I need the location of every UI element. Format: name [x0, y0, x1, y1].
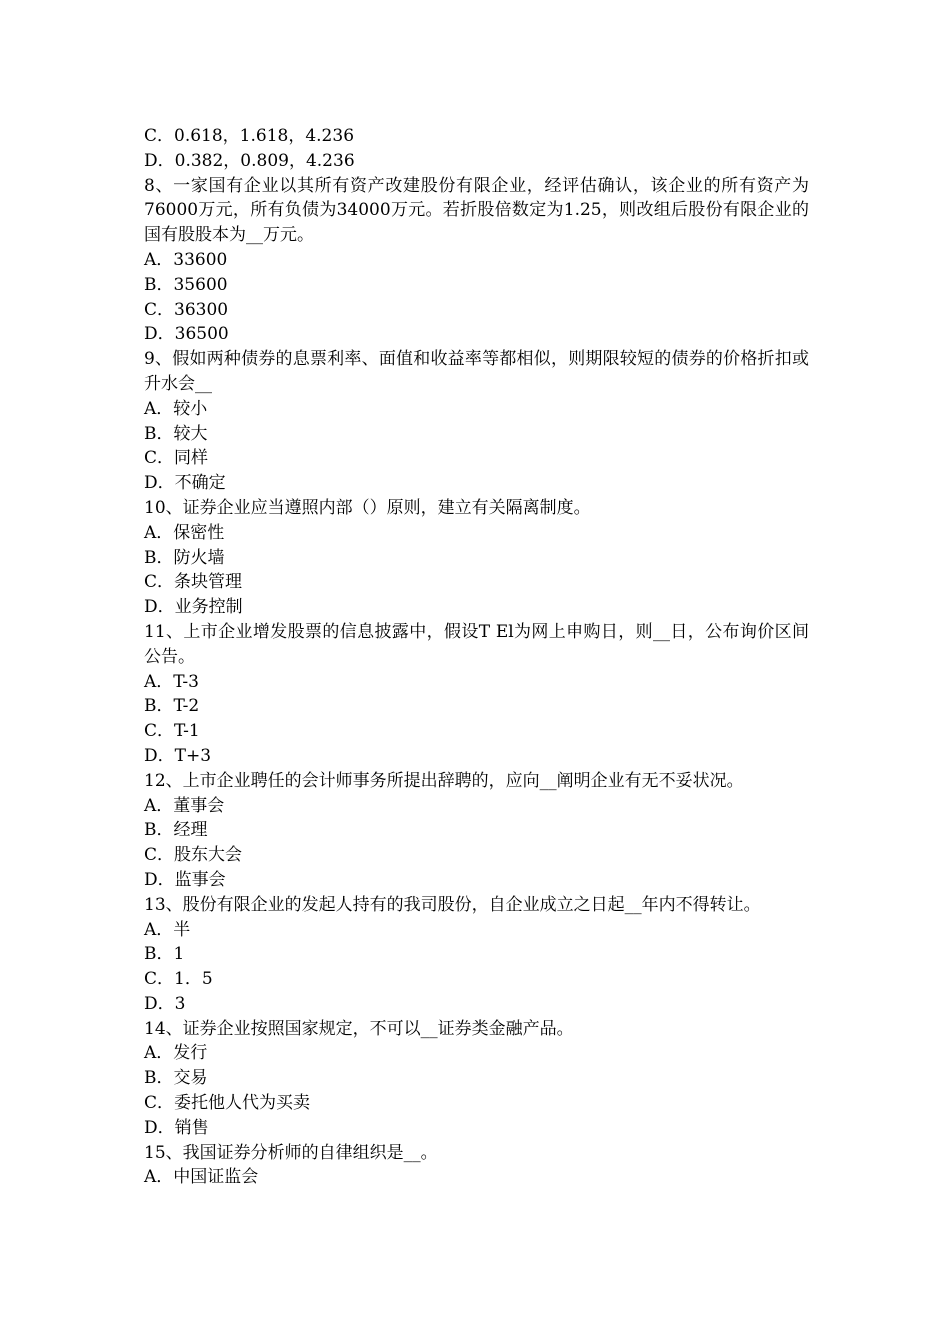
option-line: B．防火墙: [144, 547, 225, 568]
option-line: B．35600: [144, 274, 228, 295]
option-line: C．36300: [144, 299, 229, 320]
option-line: A．较小: [144, 398, 208, 419]
option-line: B．T-2: [144, 696, 200, 717]
question-text: 15、我国证券分析师的自律组织是__。: [144, 1142, 438, 1163]
question-text: 9、假如两种债券的息票利率、面值和收益率等都相似，则期限较短的债券的价格折扣或升水会__: [144, 349, 809, 394]
question-text: 14、证券企业按照国家规定，不可以__证券类金融产品。: [144, 1018, 574, 1039]
question-text: 11、上市企业增发股票的信息披露中，假设T El为网上申购日，则__日，公布询价区间公告。: [144, 621, 809, 667]
option-line: D．36500: [144, 324, 229, 345]
page-body: [144, 124, 809, 1190]
option-line: D．监事会: [144, 869, 226, 890]
option-line: A．中国证监会: [144, 1167, 259, 1188]
question-text: 13、股份有限企业的发起人持有的我司股份，自企业成立之日起__年内不得转让。: [144, 894, 761, 915]
option-line: C．0.618，1.618，4.236: [144, 126, 355, 146]
option-line: A．半: [144, 919, 191, 940]
question-text: 8、一家国有企业以其所有资产改建股份有限企业，经评估确认，该企业的所有资产为76000万元，所有负债为34000万元。若折股倍数定为1.25，则改组后股份有限企业的国有股股本为__万元。: [144, 175, 809, 246]
option-line: D．业务控制: [144, 597, 243, 618]
option-line: D．3: [144, 993, 186, 1014]
question-text: 10、证券企业应当遵照内部（）原则，建立有关隔离制度。: [144, 497, 591, 518]
option-line: C．股东大会: [144, 845, 243, 866]
option-line: A．保密性: [144, 522, 225, 543]
question-text: 12、上市企业聘任的会计师事务所提出辞聘的，应向__阐明企业有无不妥状况。: [144, 770, 744, 791]
option-line: B．经理: [144, 820, 208, 841]
option-line: C．委托他人代为买卖: [144, 1093, 311, 1114]
option-line: C．同样: [144, 448, 209, 469]
option-line: B．1: [144, 944, 185, 965]
option-line: D．不确定: [144, 473, 226, 494]
option-line: D．0.382，0.809，4.236: [144, 150, 355, 171]
option-line: D．销售: [144, 1117, 209, 1138]
option-line: C．T-1: [144, 721, 200, 742]
option-line: A．发行: [144, 1043, 208, 1064]
option-line: B．较大: [144, 423, 208, 444]
option-line: C．1．5: [144, 969, 213, 990]
option-line: C．条块管理: [144, 572, 243, 593]
option-line: A．董事会: [144, 795, 225, 816]
option-line: B．交易: [144, 1068, 208, 1089]
option-line: D．T+3: [144, 745, 212, 766]
option-line: A．T-3: [144, 671, 199, 692]
option-line: A．33600: [144, 249, 228, 270]
